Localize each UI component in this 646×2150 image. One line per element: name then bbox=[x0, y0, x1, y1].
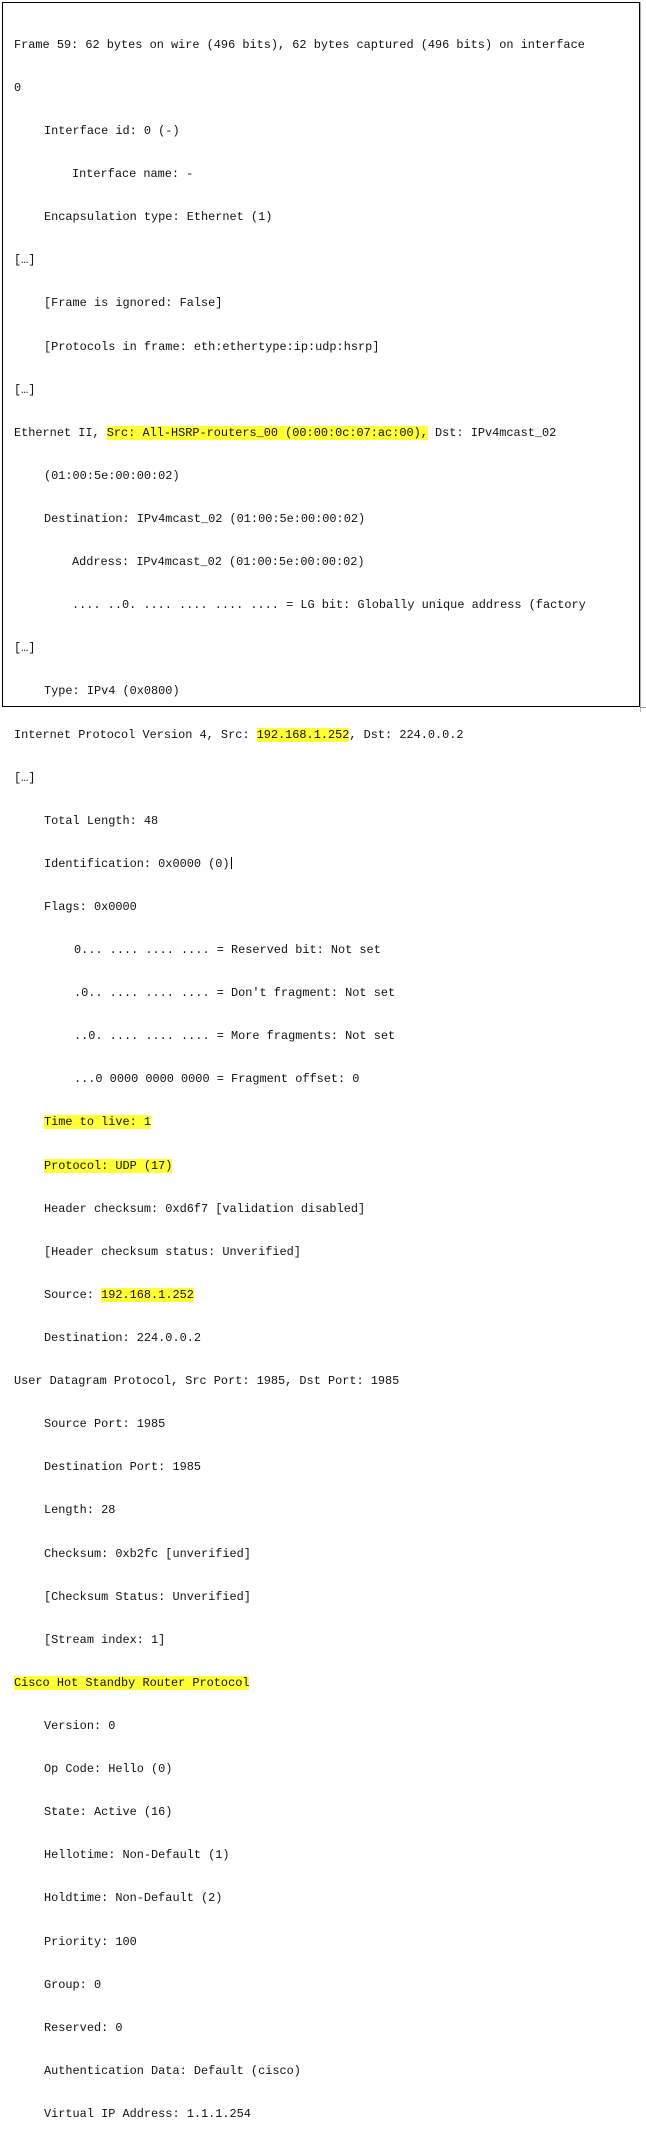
tree-row-reserved[interactable]: Reserved: 0 bbox=[44, 2020, 123, 2035]
tree-row-reserved-bit[interactable]: 0... .... .... .... = Reserved bit: Not set bbox=[74, 943, 381, 958]
tree-row-protocols-in-frame[interactable]: [Protocols in frame: eth:ethertype:ip:udp:hsrp] bbox=[44, 339, 380, 354]
tree-row-header-checksum-status[interactable]: [Header checksum status: Unverified] bbox=[44, 1244, 301, 1259]
highlighted-protocol: Protocol: UDP (17) bbox=[44, 1158, 173, 1173]
tree-row-fragment-offset[interactable]: ...0 0000 0000 0000 = Fragment offset: 0 bbox=[74, 1072, 360, 1087]
tree-row-stream-index[interactable]: [Stream index: 1] bbox=[44, 1632, 166, 1647]
tree-row-lg-bit[interactable]: .... ..0. .... .... .... .... = LG bit: Globally unique address (factory bbox=[72, 598, 586, 613]
tree-row-eth-type[interactable]: Type: IPv4 (0x0800) bbox=[44, 684, 180, 699]
tree-row-hsrp[interactable] bbox=[14, 1676, 586, 1690]
tree-row-hsrp-version[interactable]: Version: 0 bbox=[44, 1719, 116, 1734]
packet-detail-lines bbox=[14, 9, 586, 2150]
tree-row-ttl[interactable] bbox=[14, 1115, 586, 1129]
tree-row-ipv4[interactable]: Internet Protocol Version 4, Src: 192.168.1.252, Dst: 224.0.0.2 bbox=[14, 727, 464, 742]
tree-row-eth-destination[interactable]: Destination: IPv4mcast_02 (01:00:5e:00:00:02) bbox=[44, 511, 366, 526]
highlighted-ttl: Time to live: 1 bbox=[44, 1115, 152, 1130]
highlighted-ip-source: 192.168.1.252 bbox=[101, 1287, 194, 1302]
tree-row-dont-fragment[interactable]: .0.. .... .... .... = Don't fragment: Not set bbox=[74, 986, 396, 1001]
tree-row-frame-ignored[interactable]: [Frame is ignored: False] bbox=[44, 296, 223, 311]
tree-row-udp-checksum-status[interactable]: [Checksum Status: Unverified] bbox=[44, 1589, 251, 1604]
packet-details-pane bbox=[2, 2, 640, 2121]
tree-row-udp-checksum[interactable]: Checksum: 0xb2fc [unverified] bbox=[44, 1546, 251, 1561]
tree-row-protocol[interactable] bbox=[14, 1159, 586, 1173]
highlighted-src-mac: Src: All-HSRP-routers_00 (00:00:0c:07:ac:00), bbox=[106, 425, 428, 440]
tree-row-group[interactable]: Group: 0 bbox=[44, 1977, 102, 1992]
ellipsis-marker: […] bbox=[14, 382, 36, 397]
tree-row-hellotime[interactable]: Hellotime: Non-Default (1) bbox=[44, 1848, 230, 1863]
tree-row-header-checksum[interactable]: Header checksum: 0xd6f7 [validation disabled] bbox=[44, 1201, 366, 1216]
tree-row-total-length[interactable]: Total Length: 48 bbox=[44, 813, 159, 828]
highlighted-hsrp: Cisco Hot Standby Router Protocol bbox=[14, 1675, 250, 1690]
tree-row-udp[interactable]: User Datagram Protocol, Src Port: 1985, Dst Port: 1985 bbox=[14, 1374, 400, 1389]
corner-tick bbox=[640, 707, 646, 708]
tree-row-ethernet-ii-wrap: (01:00:5e:00:00:02) bbox=[44, 468, 180, 483]
highlighted-ip-src: 192.168.1.252 bbox=[256, 727, 350, 742]
tree-row-encapsulation-type[interactable]: Encapsulation type: Ethernet (1) bbox=[44, 210, 273, 225]
tree-row-frame-summary[interactable]: Frame 59: 62 bytes on wire (496 bits), 62 bytes captured (496 bits) on interface bbox=[14, 37, 585, 52]
tree-row-flags[interactable]: Flags: 0x0000 bbox=[44, 899, 137, 914]
tree-row-frame-summary-wrap: 0 bbox=[14, 80, 22, 95]
tree-row-virtual-ip[interactable]: Virtual IP Address: 1.1.1.254 bbox=[44, 2107, 251, 2121]
tree-row-udp-length[interactable]: Length: 28 bbox=[44, 1503, 116, 1518]
tree-row-eth-address[interactable]: Address: IPv4mcast_02 (01:00:5e:00:00:02) bbox=[72, 555, 365, 570]
tree-row-ethernet-ii[interactable]: Ethernet II, Src: All-HSRP-routers_00 (00:00:0c:07:ac:00), Dst: IPv4mcast_02 bbox=[14, 425, 557, 440]
ellipsis-marker: […] bbox=[14, 253, 36, 268]
tree-row-src-port[interactable]: Source Port: 1985 bbox=[44, 1417, 166, 1432]
text-caret bbox=[231, 857, 232, 869]
tree-row-priority[interactable]: Priority: 100 bbox=[44, 1934, 137, 1949]
tree-row-ip-source[interactable]: Source: 192.168.1.252 bbox=[44, 1287, 194, 1302]
tree-row-op-code[interactable]: Op Code: Hello (0) bbox=[44, 1762, 173, 1777]
tree-row-authentication-data[interactable]: Authentication Data: Default (cisco) bbox=[44, 2063, 301, 2078]
right-edge-border bbox=[640, 2, 645, 712]
tree-row-holdtime[interactable]: Holdtime: Non-Default (2) bbox=[44, 1891, 223, 1906]
tree-row-interface-name[interactable]: Interface name: - bbox=[72, 167, 194, 182]
tree-row-identification[interactable]: Identification: 0x0000 (0) bbox=[44, 856, 230, 871]
ellipsis-marker: […] bbox=[14, 641, 36, 656]
tree-row-state[interactable]: State: Active (16) bbox=[44, 1805, 173, 1820]
tree-row-interface-id[interactable]: Interface id: 0 (-) bbox=[44, 123, 180, 138]
tree-row-ip-destination[interactable]: Destination: 224.0.0.2 bbox=[44, 1331, 201, 1346]
tree-row-dst-port[interactable]: Destination Port: 1985 bbox=[44, 1460, 201, 1475]
ellipsis-marker: […] bbox=[14, 770, 36, 785]
tree-row-more-fragments[interactable]: ..0. .... .... .... = More fragments: Not set bbox=[74, 1029, 396, 1044]
